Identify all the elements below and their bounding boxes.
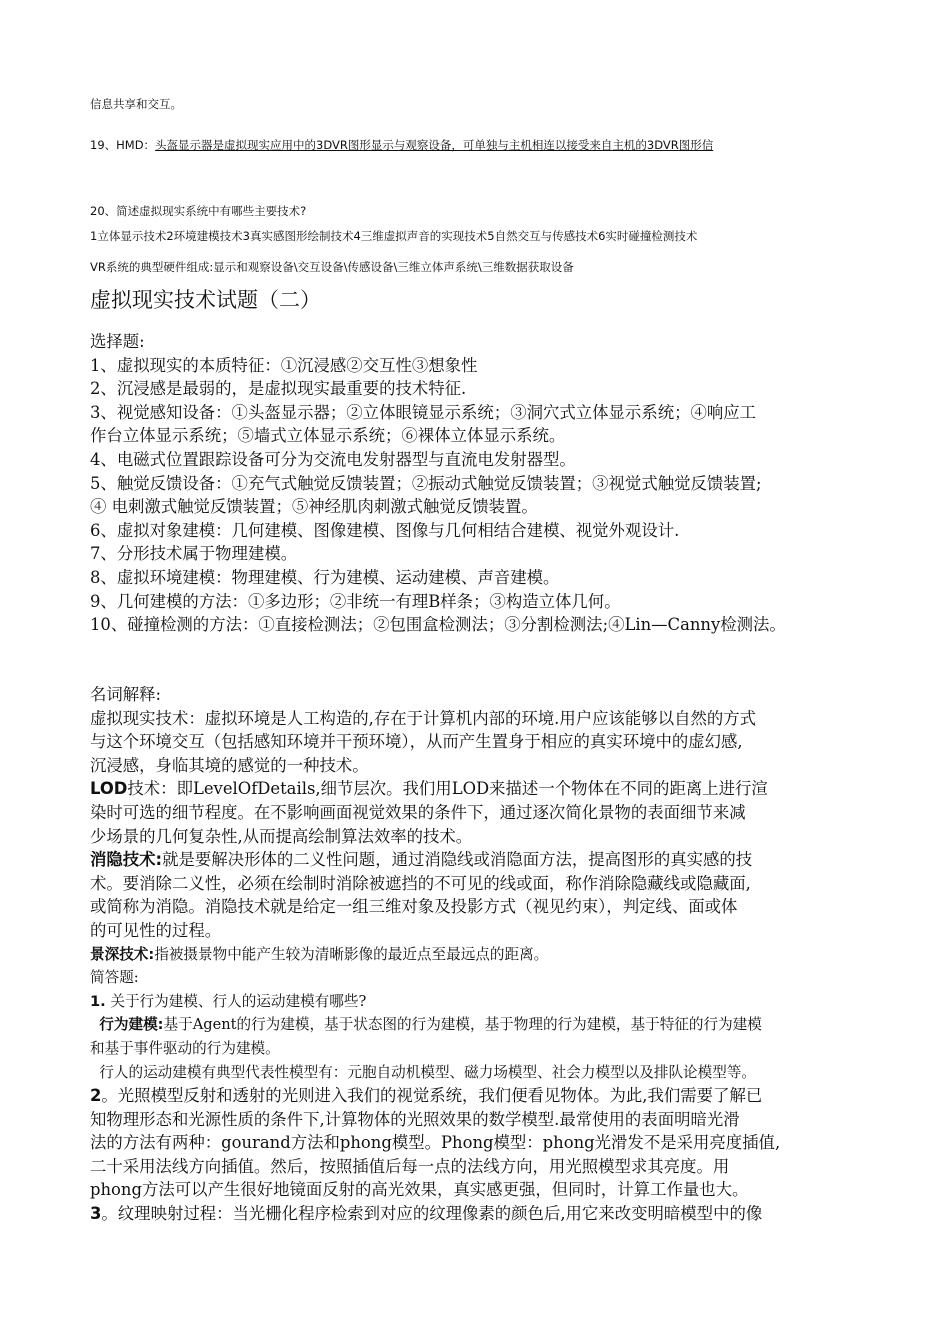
q3-number: 3 (90, 1204, 102, 1224)
choice-line: 9、几何建模的方法：①多边形；②非统一有理B样条；③构造立体几何。 (90, 591, 621, 611)
q3-line: 3。纹理映射过程：当光栅化程序检索到对应的纹理像素的颜色后,用它来改变明暗模型中的像 (90, 1204, 763, 1224)
q19-prefix: 19、HMD： (90, 138, 156, 152)
choice-line: 6、虚拟对象建模：几何建模、图像建模、图像与几何相结合建模、视觉外观设计. (90, 520, 680, 540)
q2-line: 法的方法有两种：gourand方法和phong模型。Phong模型：phong光滑发不是采用亮度插值, (90, 1133, 781, 1153)
q1-number: 1. (90, 992, 106, 1010)
q19-text: 头盔显示器是虚拟现实应用中的3DVR图形显示与观察设备，可单独与主机相连以接受来自主机的3DVR图形信 (155, 138, 714, 152)
lod-label: LOD (90, 779, 128, 799)
choice-line: 8、虚拟环境建模：物理建模、行为建模、运动建模、声音建模。 (90, 567, 560, 587)
term-lod-line: 染时可选的细节程度。在不影响画面视觉效果的条件下，通过逐次简化景物的表面细节来减 (90, 802, 746, 822)
q1-answer-line: 和基于事件驱动的行为建模。 (90, 1039, 280, 1057)
choice-line: ④ 电刺激式触觉反馈装置；⑤神经肌肉刺激式触觉反馈装置。 (90, 497, 538, 517)
choice-line: 4、电磁式位置跟踪设备可分为交流电发射器型与直流电发射器型。 (90, 449, 576, 469)
choice-line: 作台立体显示系统；⑤墙式立体显示系统；⑥裸体立体显示系统。 (90, 426, 566, 446)
term-hidden-line: 消隐技术:就是要解决形体的二义性问题，通过消隐线或消隐面方法，提高图形的真实感的技 (90, 850, 753, 870)
term-vr-line: 沉浸感，身临其境的感觉的一种技术。 (90, 755, 369, 775)
term-hidden-line: 术。要消除二义性，必须在绘制时消除被遮挡的不可见的线或面，称作消除隐藏线或隐藏面, (90, 873, 751, 893)
q1-answer-label: 行为建模: (99, 1016, 164, 1034)
q2-line: 二十采用法线方向插值。然后，按照插值后每一点的法线方向，用光照模型求其亮度。用 (90, 1156, 730, 1176)
choice-heading: 选择题: (90, 332, 145, 351)
choice-line: 3、视觉感知设备：①头盔显示器；②立体眼镜显示系统；③洞穴式立体显示系统；④响应工 (90, 402, 757, 422)
dof-label: 景深技术: (90, 945, 155, 963)
q20-question: 20、简述虚拟现实系统中有哪些主要技术? (90, 204, 307, 218)
term-hidden-line: 的可见性的过程。 (90, 920, 222, 940)
choice-line: 2、沉浸感是最弱的，是虚拟现实最重要的技术特征. (90, 379, 467, 399)
choice-line: 7、分形技术属于物理建模。 (90, 544, 298, 564)
q1-answer-line: 行为建模:基于Agent的行为建模，基于状态图的行为建模，基于物理的行为建模，基于特征的行为建模 (99, 1016, 762, 1034)
page-title: 虚拟现实技术试题（二） (90, 288, 321, 312)
q2-line: 2。光照模型反射和透射的光则进入我们的视觉系统，我们便看见物体。为此,我们需要了解已 (90, 1086, 763, 1106)
term-hidden-line: 或简称为消隐。消隐技术就是给定一组三维对象及投影方式（视见约束），判定线、面或体 (90, 897, 738, 917)
terms-section (90, 683, 880, 1226)
term-lod-line: LOD技术：即LevelOfDetails,细节层次。我们用LOD来描述一个物体在不同的距离上进行渲 (90, 779, 768, 799)
terms-heading: 名词解释: (90, 685, 162, 704)
q20-answer: 1立体显示技术2环境建模技术3真实感图形绘制技术4三维虚拟声音的实现技术5自然交互与传感技术6实时碰撞检测技术 (90, 229, 698, 243)
term-lod-line: 少场景的几何复杂性,从而提高绘制算法效率的技术。 (90, 826, 473, 846)
vr-hardware-line: VR系统的典型硬件组成:显示和观察设备\交互设备\传感设备\三维立体声系统\三维数据获取设备 (90, 260, 574, 274)
choice-line: 5、触觉反馈设备：①充气式触觉反馈装置；②振动式触觉反馈装置；③视觉式触觉反馈装置; (90, 473, 762, 493)
term-vr-line: 虚拟现实技术：虚拟环境是人工构造的,存在于计算机内部的环境.用户应该能够以自然的方式 (90, 708, 757, 728)
q2-line: phong方法可以产生很好地镜面反射的高光效果，真实感更强，但同时，计算工作量也大。 (90, 1180, 749, 1200)
choice-section (90, 330, 880, 637)
choice-line: 1、虚拟现实的本质特征：①沉浸感②交互性③想象性 (90, 355, 478, 375)
share-line: 信息共享和交互。 (90, 97, 182, 111)
hidden-label: 消隐技术: (90, 850, 163, 870)
q19-line (90, 137, 713, 153)
choice-line: 10、碰撞检测的方法：①直接检测法；②包围盒检测法；③分割检测法;④Lin—Canny检测法。 (90, 615, 786, 635)
q1-answer-line: 行人的运动建模有典型代表性模型有：元胞自动机模型、磁力场模型、社会力模型以及排队论模型等。 (99, 1063, 757, 1081)
short-heading: 简答题: (90, 969, 139, 987)
short-q1: 1. 关于行为建模、行人的运动建模有哪些? (90, 992, 367, 1010)
term-dof-line: 景深技术:指被摄景物中能产生较为清晰影像的最近点至最远点的距离。 (90, 945, 549, 963)
q2-line: 知物理形态和光源性质的条件下,计算物体的光照效果的数学模型.最常使用的表面明暗光滑 (90, 1109, 740, 1129)
q2-number: 2 (90, 1086, 102, 1106)
term-vr-line: 与这个环境交互（包括感知环境并干预环境），从而产生置身于相应的真实环境中的虚幻感, (90, 732, 743, 752)
